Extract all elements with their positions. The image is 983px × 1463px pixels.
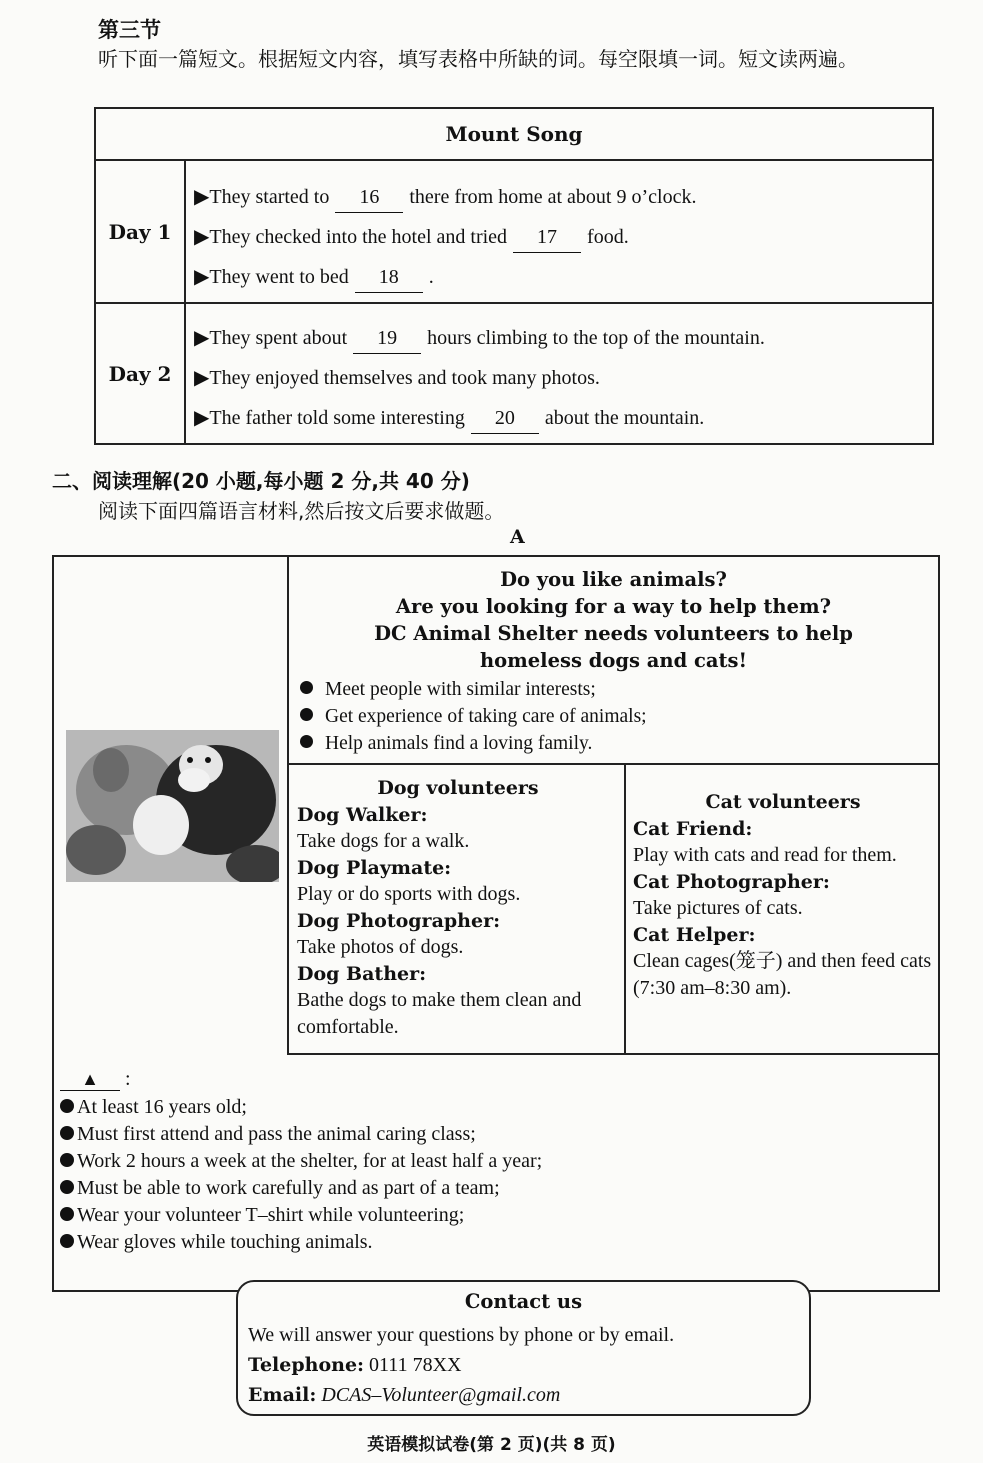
triangle-blank[interactable]: ▲: [60, 1069, 120, 1091]
table-line: ▶They enjoyed themselves and took many photos.: [194, 367, 600, 389]
table-line: ▶The father told some interesting 20 about the mountain.: [194, 398, 924, 438]
list-item: Meet people with similar interests;: [300, 676, 647, 703]
dog-cat-photo: [66, 730, 279, 882]
section-instructions: 听下面一篇短文。根据短文内容，填写表格中所缺的词。每空限填一词。短文读两遍。: [98, 47, 858, 71]
table-line: ▶They checked into the hotel and tried 17 food.: [194, 217, 924, 257]
day-label: Day 1: [96, 161, 186, 302]
bullet-icon: [300, 681, 313, 694]
bullet-icon: [300, 708, 313, 721]
requirements-list: [60, 1094, 542, 1256]
list-item: At least 16 years old;: [60, 1094, 542, 1121]
section2-title: 二、阅读理解(20 小题,每小题 2 分,共 40 分): [52, 469, 470, 493]
table-row-day1: [96, 161, 932, 304]
answer-blank[interactable]: 19: [353, 323, 421, 354]
list-item: Work 2 hours a week at the shelter, for at least half a year;: [60, 1148, 542, 1175]
day2-lines: [194, 318, 924, 438]
dog-volunteers: Dog volunteers Dog Walker: Take dogs for a walk. Dog Playmate: Play or do sports with dogs. Dog Photographer: Take photos of dogs. Dog Bather: Bathe dogs to make them clean and comfortable.: [297, 775, 619, 1040]
list-item: Must be able to work carefully and as part of a team;: [60, 1175, 542, 1202]
bullet-icon: [60, 1207, 74, 1221]
table-line: ▶They spent about 19 hours climbing to the top of the mountain.: [194, 318, 924, 358]
benefits-list: [300, 676, 647, 757]
phone-number: 0111 78XX: [369, 1354, 462, 1376]
list-item: Wear your volunteer T–shirt while volunteering;: [60, 1202, 542, 1229]
answer-blank[interactable]: 17: [513, 222, 581, 253]
table-row-day2: [96, 304, 932, 443]
bullet-icon: [60, 1180, 74, 1194]
bullet-icon: [300, 735, 313, 748]
answer-blank[interactable]: 20: [471, 403, 539, 434]
column-heading: Cat volunteers: [705, 791, 861, 813]
list-item: Wear gloves while touching animals.: [60, 1229, 542, 1256]
passage-letter: A: [510, 526, 525, 548]
section2-instructions: 阅读下面四篇语言材料,然后按文后要求做题。: [98, 499, 505, 523]
bullet-icon: [60, 1126, 74, 1140]
contact-details: We will answer your questions by phone or by email. Telephone: 0111 78XX Email: DCAS–Volunteer@gmail.com: [248, 1324, 675, 1406]
listening-table: [94, 107, 934, 445]
answer-blank[interactable]: 18: [355, 262, 423, 293]
list-item: Must first attend and pass the animal caring class;: [60, 1121, 542, 1148]
bullet-icon: [60, 1234, 74, 1248]
section-title: 第三节: [98, 18, 161, 42]
bullet-icon: [60, 1153, 74, 1167]
bullet-icon: [60, 1099, 74, 1113]
list-item: Help animals find a loving family.: [300, 730, 647, 757]
day-label: Day 2: [96, 304, 186, 443]
table-line: ▶They started to 16 there from home at about 9 o’clock.: [194, 177, 924, 217]
cat-volunteers: Cat volunteers Cat Friend: Play with cats and read for them. Cat Photographer: Take pictures of cats. Cat Helper: Clean cages(笼子) and then feed cats (7:30 am–8:30 am).: [633, 791, 932, 999]
list-item: Get experience of taking care of animals;: [300, 703, 647, 730]
table-line: ▶They went to bed 18 .: [194, 257, 924, 297]
email-link[interactable]: DCAS–Volunteer@gmail.com: [321, 1384, 561, 1406]
page-footer: 英语模拟试卷(第 2 页)(共 8 页): [367, 1435, 616, 1455]
requirements-heading: ▲ :: [60, 1068, 131, 1091]
column-heading: Dog volunteers: [377, 777, 539, 799]
contact-title: Contact us: [464, 1290, 583, 1313]
ad-headline: Do you like animals? Are you looking for a way to help them? DC Animal Shelter needs volunteers to help homeless dogs and cats!: [374, 568, 853, 672]
day1-lines: [194, 177, 924, 297]
answer-blank[interactable]: 16: [335, 182, 403, 213]
animal-photo-icon: [66, 730, 279, 882]
table-title: Mount Song: [96, 109, 932, 161]
